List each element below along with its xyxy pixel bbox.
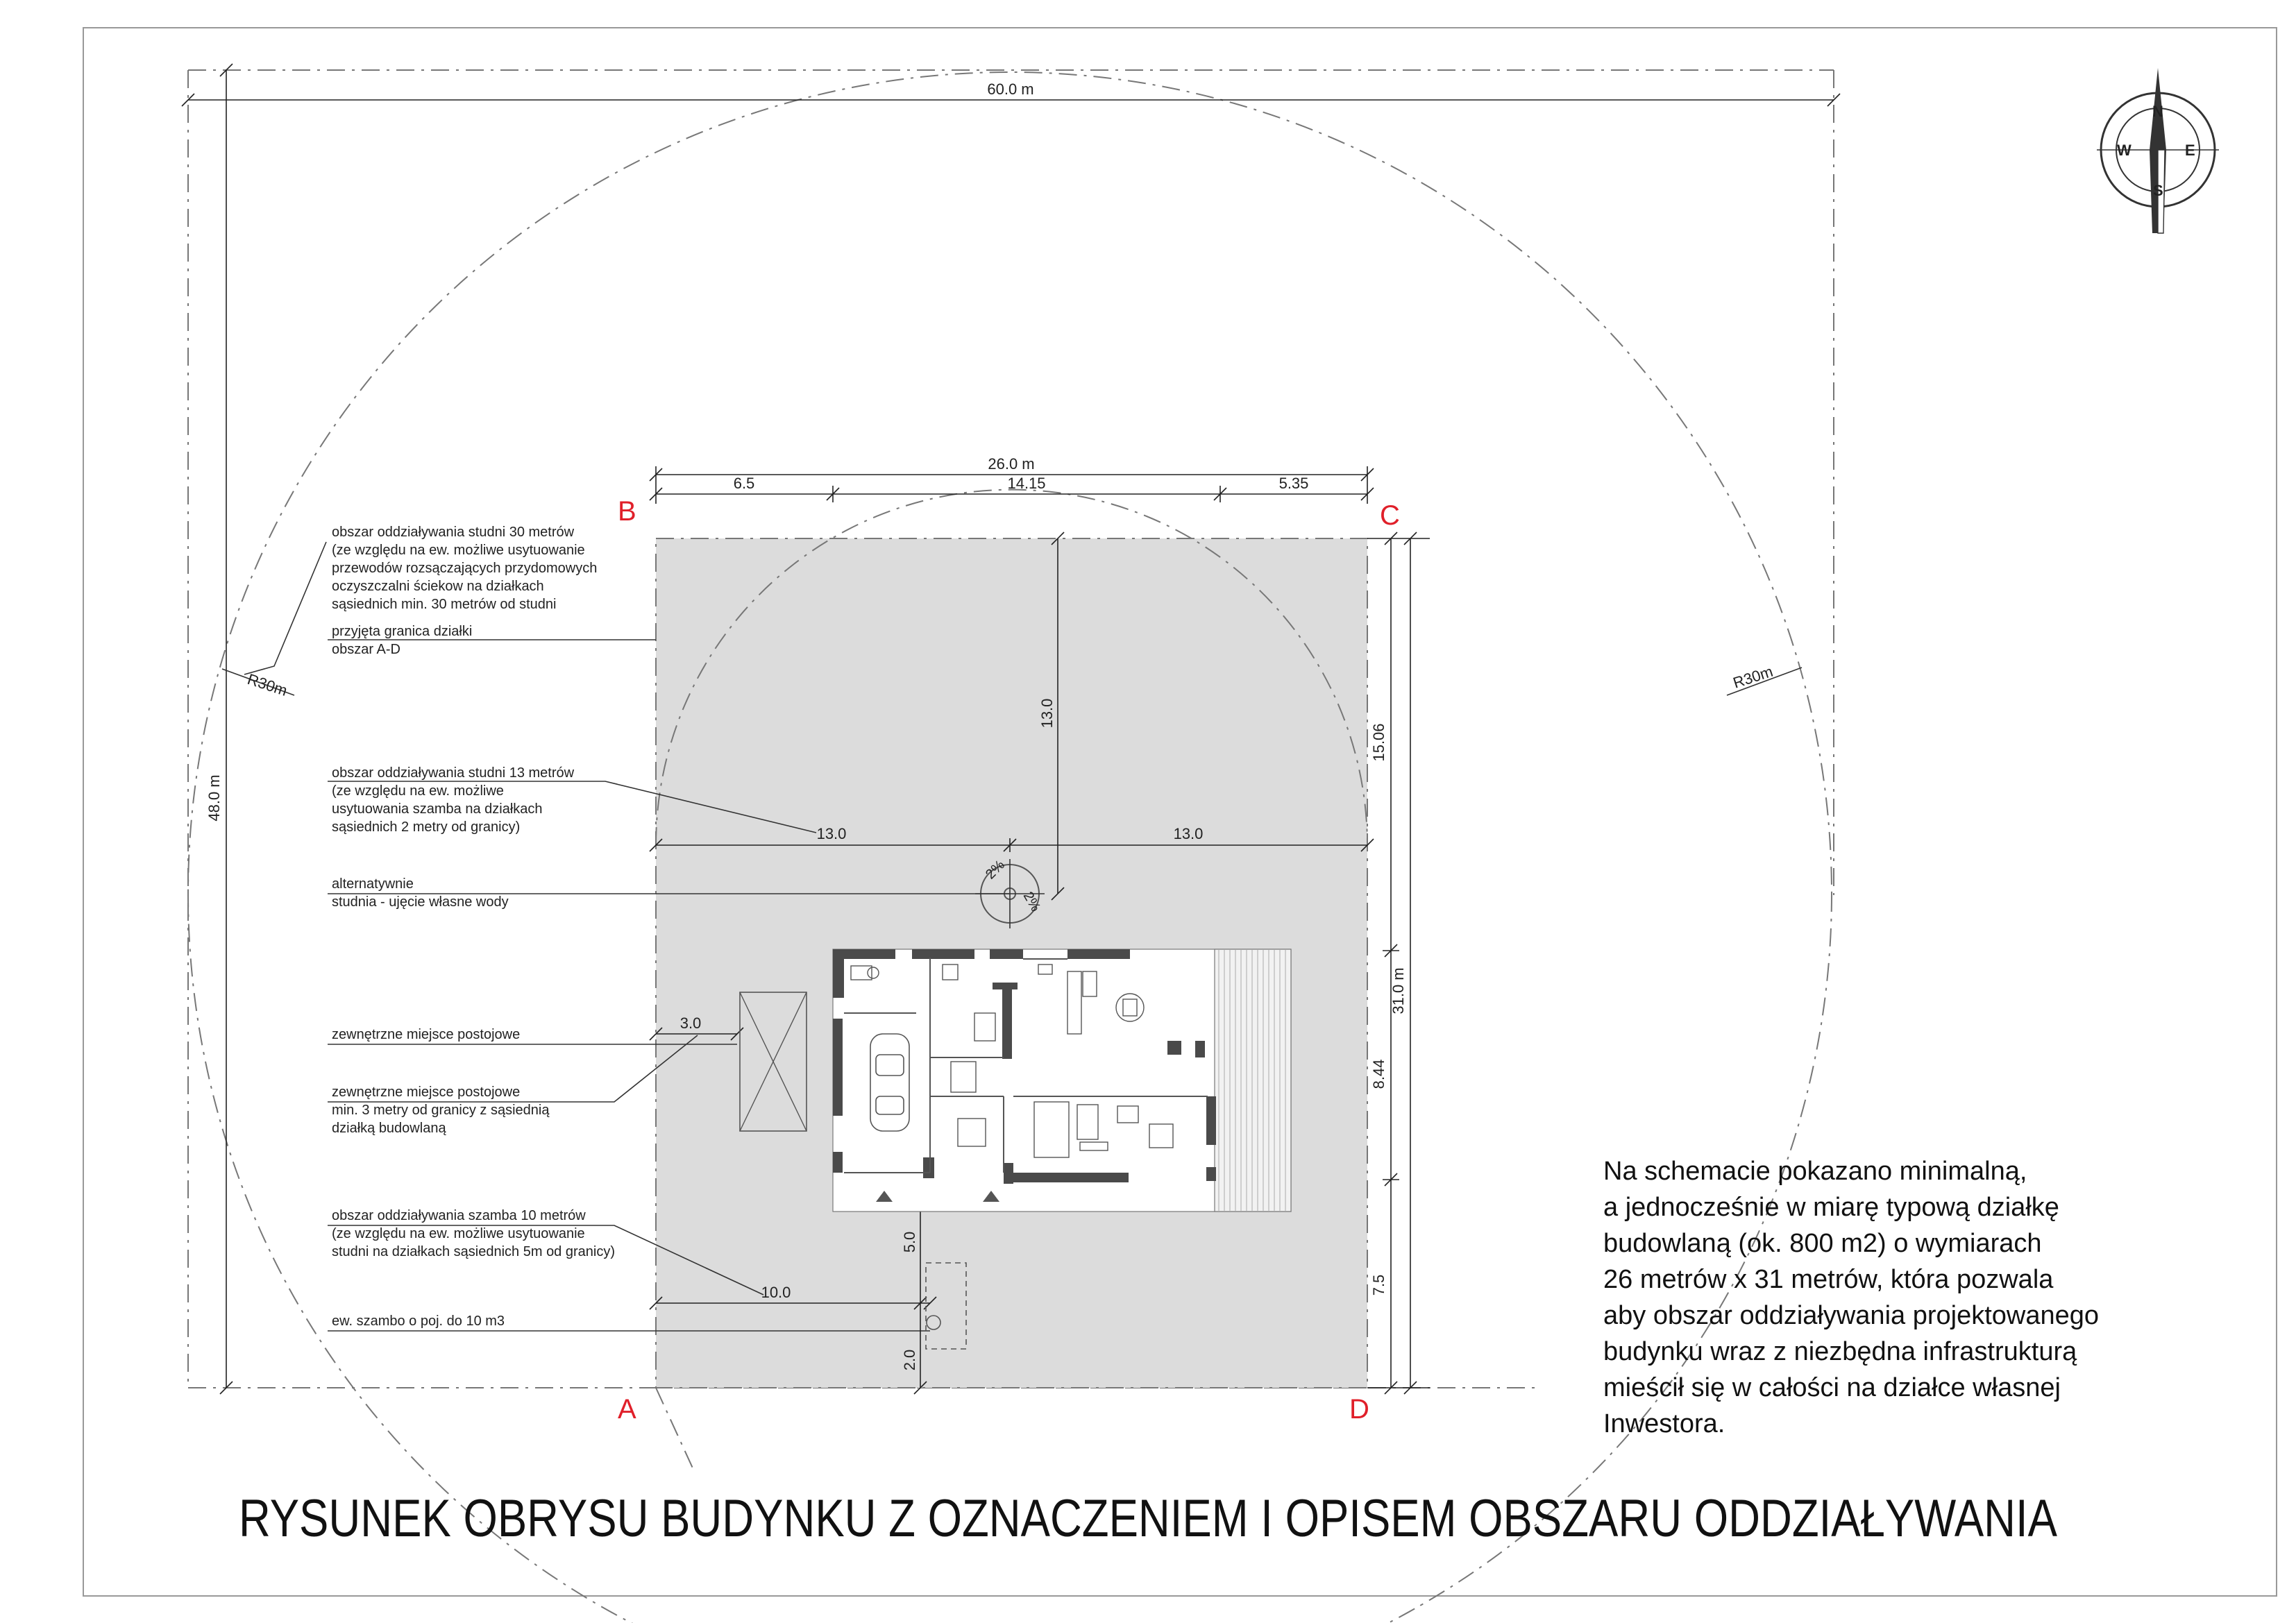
svg-text:26 metrów x 31 metrów, która p: 26 metrów x 31 metrów, która pozwala <box>1603 1265 2054 1294</box>
svg-text:(ze względu na ew. możliwe: (ze względu na ew. możliwe <box>332 783 504 799</box>
svg-text:studni na działkach sąsiednich: studni na działkach sąsiednich 5m od granicy) <box>332 1244 615 1259</box>
segment-5-35-label: 5.35 <box>1278 475 1309 492</box>
svg-text:ew. szambo o poj. do 10 m3: ew. szambo o poj. do 10 m3 <box>332 1314 505 1329</box>
note-parking-minimum <box>328 1035 698 1136</box>
svg-text:mieścił się w całości na dział: mieścił się w całości na działce własnej <box>1603 1373 2061 1402</box>
svg-text:przewodów rozsączających przyd: przewodów rozsączających przydomowych <box>332 561 598 576</box>
svg-text:obszar oddziaływania studni 30: obszar oddziaływania studni 30 metrów <box>332 525 575 540</box>
corner-a: A <box>618 1394 636 1425</box>
svg-text:budowlaną (ok. 800 m2) o wymi: budowlaną (ok. 800 m2) o wymiarach <box>1603 1229 2042 1258</box>
svg-text:obszar A-D: obszar A-D <box>332 642 400 657</box>
compass-north: N <box>2152 103 2163 120</box>
svg-text:aby obszar oddziaływania proje: aby obszar oddziaływania projektowanego <box>1603 1301 2100 1330</box>
radius-left-label: R30m <box>245 670 289 699</box>
outer-width-dimension <box>182 80 1840 106</box>
svg-text:a jednocześnie w miarę typową: a jednocześnie w miarę typową działkę <box>1603 1193 2059 1222</box>
plot-edge-extension <box>656 1388 694 1471</box>
well-right-13-label: 13.0 <box>1173 825 1204 842</box>
svg-text:usytuowania szamba na działkac: usytuowania szamba na działkach <box>332 801 543 817</box>
svg-text:min. 3 metry od granicy z sąsi: min. 3 metry od granicy z sąsiednią <box>332 1103 550 1118</box>
plot-segment-dimension <box>650 475 1374 502</box>
slope-a-label: 2% <box>982 857 1008 883</box>
radius-left-marker <box>222 669 294 699</box>
svg-text:studnia - ujęcie własne wody: studnia - ujęcie własne wody <box>332 894 509 910</box>
svg-text:sąsiednich 2 metry od granicy): sąsiednich 2 metry od granicy) <box>332 819 521 835</box>
parking-3-label: 3.0 <box>679 1014 702 1032</box>
well-up-13-label: 13.0 <box>1038 698 1056 729</box>
description-text <box>1603 1157 2099 1438</box>
svg-text:zewnętrzne miejsce postojowe: zewnętrzne miejsce postojowe <box>332 1085 521 1100</box>
svg-text:obszar oddziaływania studni 13: obszar oddziaływania studni 13 metrów <box>332 765 575 781</box>
plot-height-dimension <box>1367 532 1430 1394</box>
right-segment-dimension <box>1370 532 1399 1394</box>
svg-text:Na schemacie pokazano minimaln: Na schemacie pokazano minimalną, <box>1603 1157 2027 1186</box>
house-floor-plan <box>833 949 1291 1212</box>
corner-c: C <box>1380 500 1400 531</box>
svg-text:(ze względu na ew. możliwe usy: (ze względu na ew. możliwe usytuowanie <box>332 543 585 558</box>
drawing-title: RYSUNEK OBRYSU BUDYNKU Z OZNACZENIEM I OPISEM OBSZARU ODDZIAŁYWANIA <box>239 1489 2058 1548</box>
segment-15-06-label: 15.06 <box>1370 723 1387 762</box>
septic-10-label: 10.0 <box>761 1284 791 1301</box>
well-left-13-label: 13.0 <box>816 825 847 842</box>
slope-b-label: 2% <box>1020 889 1044 915</box>
segment-7-5-label: 7.5 <box>1370 1274 1387 1296</box>
radius-right-marker <box>1727 663 1802 695</box>
svg-text:zewnętrzne miejsce postojowe: zewnętrzne miejsce postojowe <box>332 1027 521 1042</box>
septic-5-label: 5.0 <box>901 1231 918 1253</box>
outer-height-label: 48.0 m <box>205 774 223 822</box>
svg-text:alternatywnie: alternatywnie <box>332 876 414 892</box>
corner-b: B <box>618 496 636 527</box>
note-well-30m <box>244 525 597 674</box>
plot-width-label: 26.0 m <box>988 455 1035 473</box>
svg-text:obszar oddziaływania szamba 10: obszar oddziaływania szamba 10 metrów <box>332 1208 586 1223</box>
segment-6-5-label: 6.5 <box>733 475 755 492</box>
segment-8-44-label: 8.44 <box>1370 1059 1387 1089</box>
compass-west: W <box>2117 142 2132 159</box>
svg-text:Inwestora.: Inwestora. <box>1603 1409 1725 1438</box>
svg-text:sąsiednich min. 30 metrów od s: sąsiednich min. 30 metrów od studni <box>332 597 557 612</box>
outer-width-label: 60.0 m <box>987 80 1034 98</box>
corner-d: D <box>1349 1394 1369 1425</box>
compass-south: S <box>2153 182 2163 199</box>
plot-height-label: 31.0 m <box>1390 967 1407 1014</box>
septic-2-label: 2.0 <box>901 1349 918 1371</box>
svg-text:budynku wraz z niezbędna infra: budynku wraz z niezbędna infrastrukturą <box>1603 1337 2077 1366</box>
svg-text:przyjęta granica działki: przyjęta granica działki <box>332 624 473 639</box>
note-plot-border <box>328 624 656 657</box>
segment-14-15-label: 14.15 <box>1007 475 1046 492</box>
outer-height-dimension <box>205 64 233 1394</box>
radius-right-label: R30m <box>1730 662 1775 692</box>
compass-east: E <box>2185 142 2195 159</box>
svg-text:(ze względu na ew. możliwe usy: (ze względu na ew. możliwe usytuowanie <box>332 1226 585 1241</box>
compass-rose <box>2097 68 2219 233</box>
svg-text:oczyszczalni ściekow na dział: oczyszczalni ściekow na działkach <box>332 579 544 594</box>
svg-text:działką budowlaną: działką budowlaną <box>332 1121 446 1136</box>
